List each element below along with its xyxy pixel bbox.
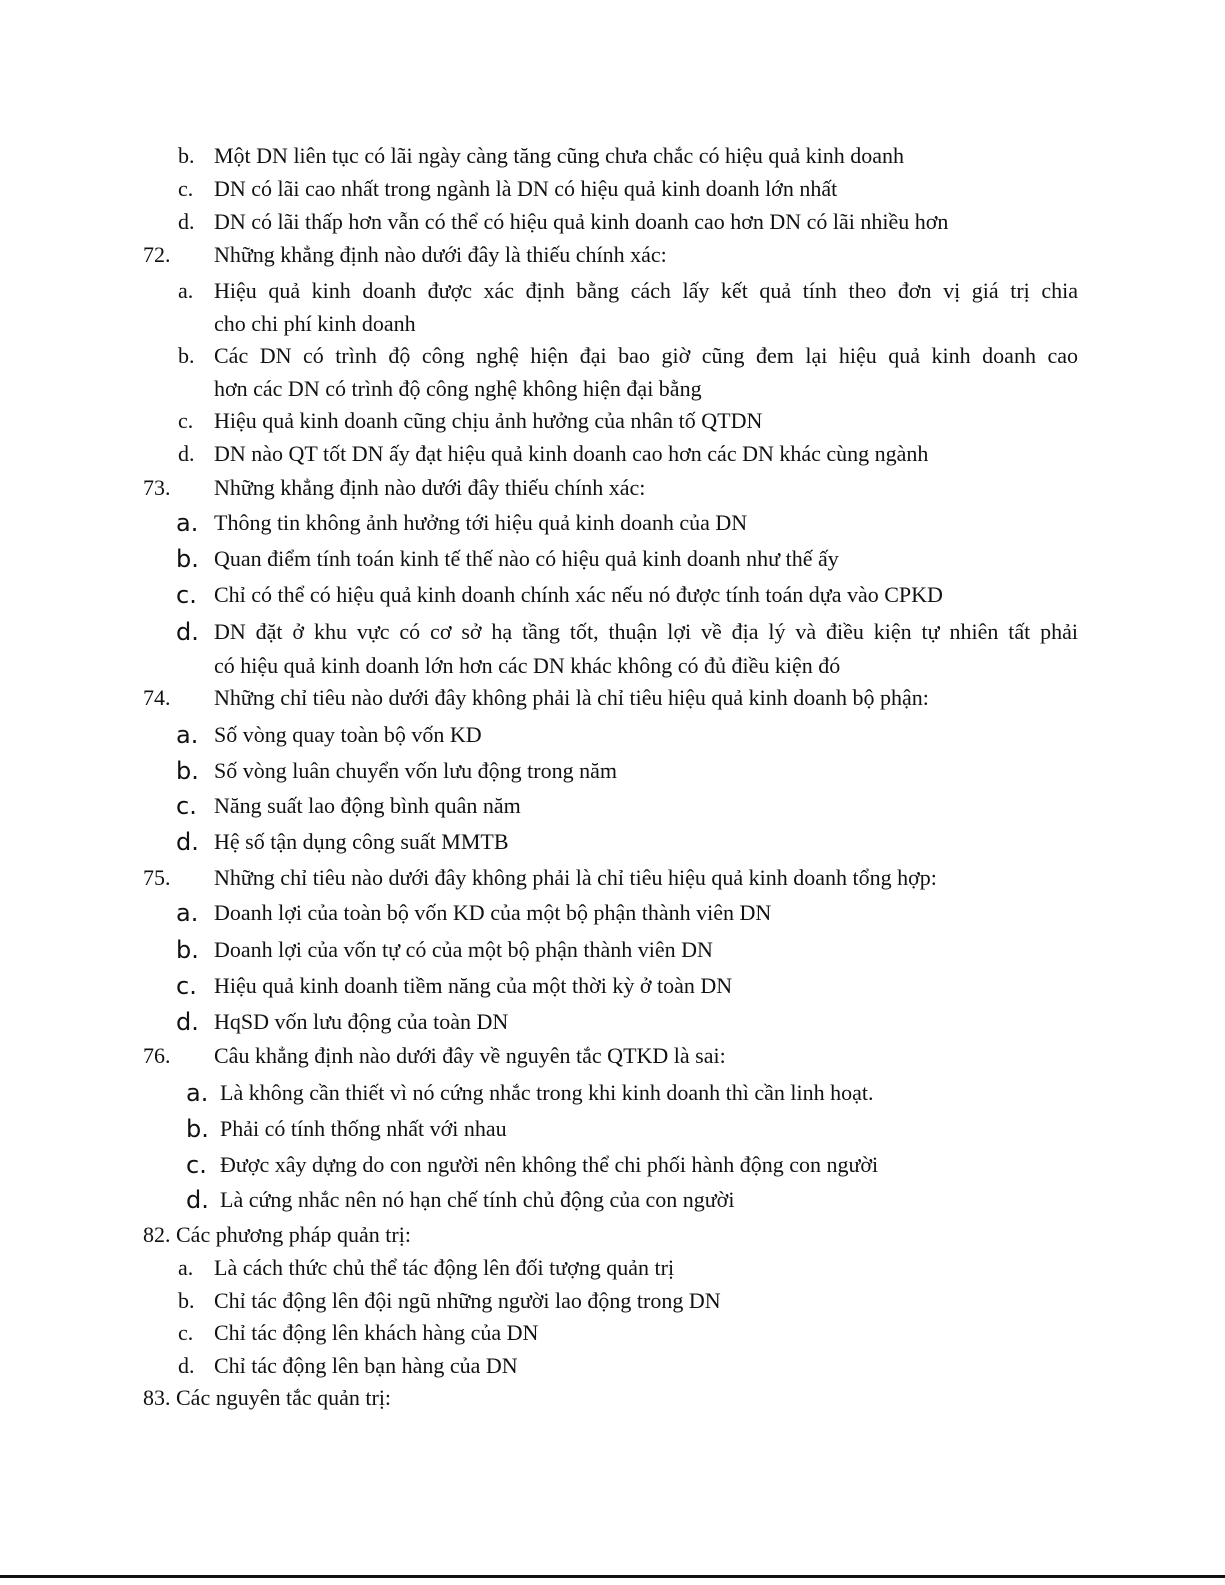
question-number: 76. — [143, 1043, 171, 1068]
option-label: b. — [178, 343, 195, 368]
option-label: a. — [178, 278, 194, 303]
option-text: có hiệu quả kinh doanh lớn hơn các DN khác không có đủ điều kiện đó — [214, 653, 841, 678]
option-label: d. — [178, 209, 195, 234]
question-number: 74. — [143, 685, 171, 710]
question-number: 73. — [143, 475, 171, 500]
page-bottom-border — [0, 1575, 1225, 1578]
option-text: Là cách thức chủ thể tác động lên đối tượng quản trị — [214, 1255, 675, 1280]
option-label: b. — [176, 757, 199, 785]
option-label: a. — [186, 1079, 209, 1107]
option-text: Số vòng luân chuyển vốn lưu động trong năm — [214, 758, 617, 783]
option-text: Doanh lợi của toàn bộ vốn KD của một bộ phận thành viên DN — [214, 900, 772, 925]
option-label: a. — [176, 509, 199, 537]
option-label: c. — [178, 408, 194, 433]
option-text: DN nào QT tốt DN ấy đạt hiệu quả kinh doanh cao hơn các DN khác cùng ngành — [214, 441, 929, 466]
option-label: c. — [176, 581, 197, 609]
option-label: c. — [178, 1320, 194, 1345]
option-label: c. — [176, 972, 197, 1000]
question-text: 82. Các phương pháp quản trị: — [143, 1222, 411, 1247]
option-text: Chỉ tác động lên khách hàng của DN — [214, 1320, 539, 1345]
option-label: a. — [176, 899, 199, 927]
option-label: b. — [178, 143, 195, 168]
option-text: Hệ số tận dụng công suất MMTB — [214, 829, 509, 854]
option-text: cho chi phí kinh doanh — [214, 311, 416, 336]
option-label: c. — [178, 176, 194, 201]
option-text: HqSD vốn lưu động của toàn DN — [214, 1009, 509, 1034]
question-text: Những khẳng định nào dưới đây thiếu chính xác: — [214, 475, 646, 500]
question-number: 72. — [143, 242, 171, 267]
option-text: Phải có tính thống nhất với nhau — [220, 1116, 507, 1141]
option-label: d. — [176, 828, 199, 856]
option-text: DN có lãi thấp hơn vẫn có thể có hiệu quả kinh doanh cao hơn DN có lãi nhiều hơn — [214, 209, 949, 234]
option-text: Một DN liên tục có lãi ngày càng tăng cũng chưa chắc có hiệu quả kinh doanh — [214, 143, 905, 168]
option-label: d. — [176, 1008, 199, 1036]
question-text: Câu khẳng định nào dưới đây về nguyên tắc QTKD là sai: — [214, 1043, 726, 1068]
option-label: a. — [176, 721, 199, 749]
option-text: Doanh lợi của vốn tự có của một bộ phận thành viên DN — [214, 937, 713, 962]
option-text: Chỉ có thể có hiệu quả kinh doanh chính xác nếu nó được tính toán dựa vào CPKD — [214, 582, 943, 607]
option-text: Là cứng nhắc nên nó hạn chế tính chủ động của con người — [220, 1187, 735, 1212]
option-text: Thông tin không ảnh hưởng tới hiệu quả kinh doanh của DN — [214, 510, 748, 535]
option-text: Chỉ tác động lên bạn hàng của DN — [214, 1353, 518, 1378]
option-text: Năng suất lao động bình quân năm — [214, 793, 521, 818]
option-text: hơn các DN có trình độ công nghệ không hiện đại bằng — [214, 376, 702, 401]
option-text: Hiệu quả kinh doanh được xác định bằng cách lấy kết quả tính theo đơn vị giá trị chia — [214, 278, 1078, 303]
question-text: Những chỉ tiêu nào dưới đây không phải là chỉ tiêu hiệu quả kinh doanh tổng hợp: — [214, 865, 937, 890]
option-label: a. — [178, 1255, 194, 1280]
option-label: b. — [178, 1288, 195, 1313]
option-text: Hiệu quả kinh doanh cũng chịu ảnh hưởng của nhân tố QTDN — [214, 408, 763, 433]
option-text: Quan điểm tính toán kinh tế thế nào có hiệu quả kinh doanh như thế ấy — [214, 546, 839, 571]
question-text: Những khẳng định nào dưới đây là thiếu chính xác: — [214, 242, 667, 267]
option-label: d. — [178, 441, 195, 466]
option-text: Được xây dựng do con người nên không thể chi phối hành động con người — [220, 1152, 879, 1177]
option-text: Số vòng quay toàn bộ vốn KD — [214, 722, 482, 747]
option-label: c. — [176, 792, 197, 820]
option-text: DN đặt ở khu vực có cơ sở hạ tầng tốt, thuận lợi về địa lý và điều kiện tự nhiên tất phải — [214, 619, 1078, 644]
option-label: b. — [176, 545, 199, 573]
option-text: Chỉ tác động lên đội ngũ những người lao động trong DN — [214, 1288, 721, 1313]
option-label: c. — [186, 1151, 207, 1179]
option-label: b. — [176, 936, 199, 964]
option-text: Các DN có trình độ công nghệ hiện đại bao giờ cũng đem lại hiệu quả kinh doanh cao — [214, 343, 1078, 368]
question-text: 83. Các nguyên tắc quản trị: — [143, 1385, 392, 1410]
option-text: Là không cần thiết vì nó cứng nhắc trong khi kinh doanh thì cần linh hoạt. — [220, 1080, 874, 1105]
option-text: Hiệu quả kinh doanh tiềm năng của một thời kỳ ở toàn DN — [214, 973, 733, 998]
option-label: d. — [178, 1353, 195, 1378]
question-text: Những chỉ tiêu nào dưới đây không phải là chỉ tiêu hiệu quả kinh doanh bộ phận: — [214, 685, 929, 710]
option-label: d. — [186, 1186, 209, 1214]
question-number: 75. — [143, 865, 171, 890]
option-label: d. — [176, 618, 199, 646]
option-label: b. — [186, 1115, 209, 1143]
option-text: DN có lãi cao nhất trong ngành là DN có hiệu quả kinh doanh lớn nhất — [214, 176, 838, 201]
